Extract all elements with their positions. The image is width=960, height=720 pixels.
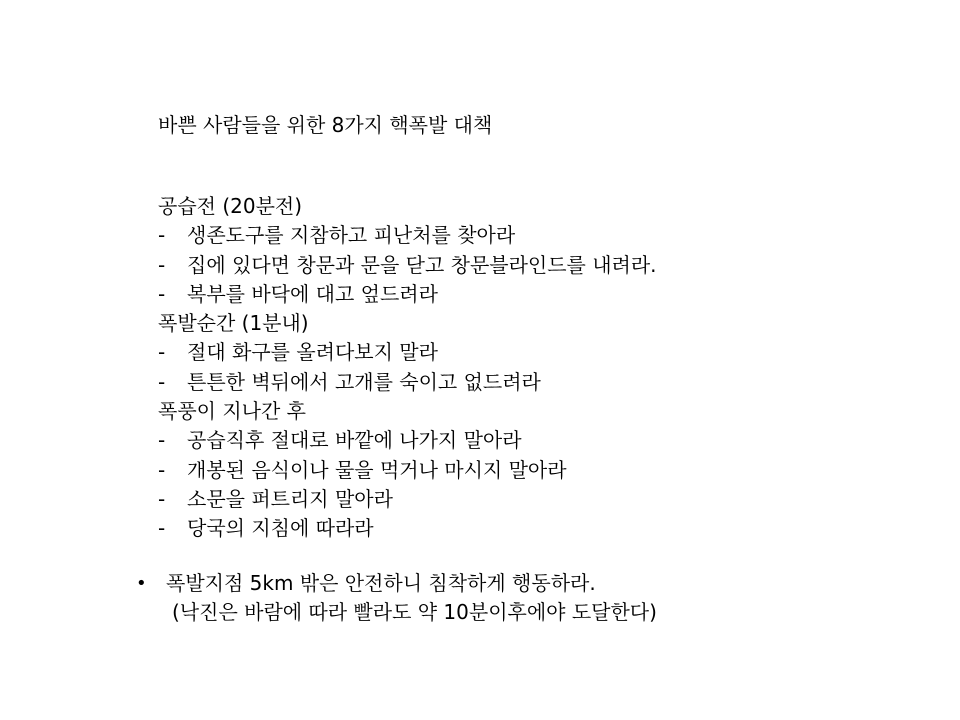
section-heading-after-blast: 폭풍이 지나간 후 [158,399,306,424]
list-item [158,251,657,280]
list-item-text: 공습직후 절대로 바깥에 나가지 말아라 [187,428,522,453]
guideline-list [158,192,657,544]
section-heading-explosion-moment: 폭발순간 (1분내) [158,311,309,336]
list-item [158,485,657,514]
list-item [158,221,657,250]
slide-title: 바쁜 사람들을 위한 8가지 핵폭발 대책 [158,113,493,137]
list-item [158,456,657,485]
dash-marker: - [158,252,166,277]
list-item-text: 소문을 퍼트리지 말아라 [187,486,393,511]
list-item-text: 집에 있다면 창문과 문을 닫고 창문블라인드를 내려라. [187,252,657,277]
bullet-icon: • [136,573,147,594]
list-item [158,338,657,367]
dash-marker: - [158,281,166,306]
list-item-text: 튼튼한 벽뒤에서 고개를 숙이고 없드려라 [187,369,541,394]
bullet-item [136,569,657,598]
dash-marker: - [158,428,166,453]
list-item [158,514,657,543]
list-item-text: 복부를 바닥에 대고 엎드려라 [187,281,438,306]
dash-marker: - [158,340,166,365]
section-heading-before-attack: 공습전 (20분전) [158,194,303,218]
list-item [158,426,657,455]
list-item [158,280,657,309]
dash-marker: - [158,457,166,482]
dash-marker: - [158,516,166,541]
list-item-text: 생존도구를 지참하고 피난처를 찾아라 [187,223,516,248]
safety-note [136,569,657,627]
list-item [158,368,657,397]
dash-marker: - [158,369,166,394]
dash-marker: - [158,486,166,511]
bullet-text: 폭발지점 5km 밖은 안전하니 침착하게 행동하라. [166,571,596,595]
list-item-text: 절대 화구를 올려다보지 말라 [187,340,438,365]
bullet-note: (낙진은 바람에 따라 빨라도 약 10분이후에야 도달한다) [172,600,657,624]
dash-marker: - [158,223,166,248]
list-item-text: 당국의 지침에 따라라 [187,516,374,541]
list-item-text: 개봉된 음식이나 물을 먹거나 마시지 말아라 [187,457,567,482]
